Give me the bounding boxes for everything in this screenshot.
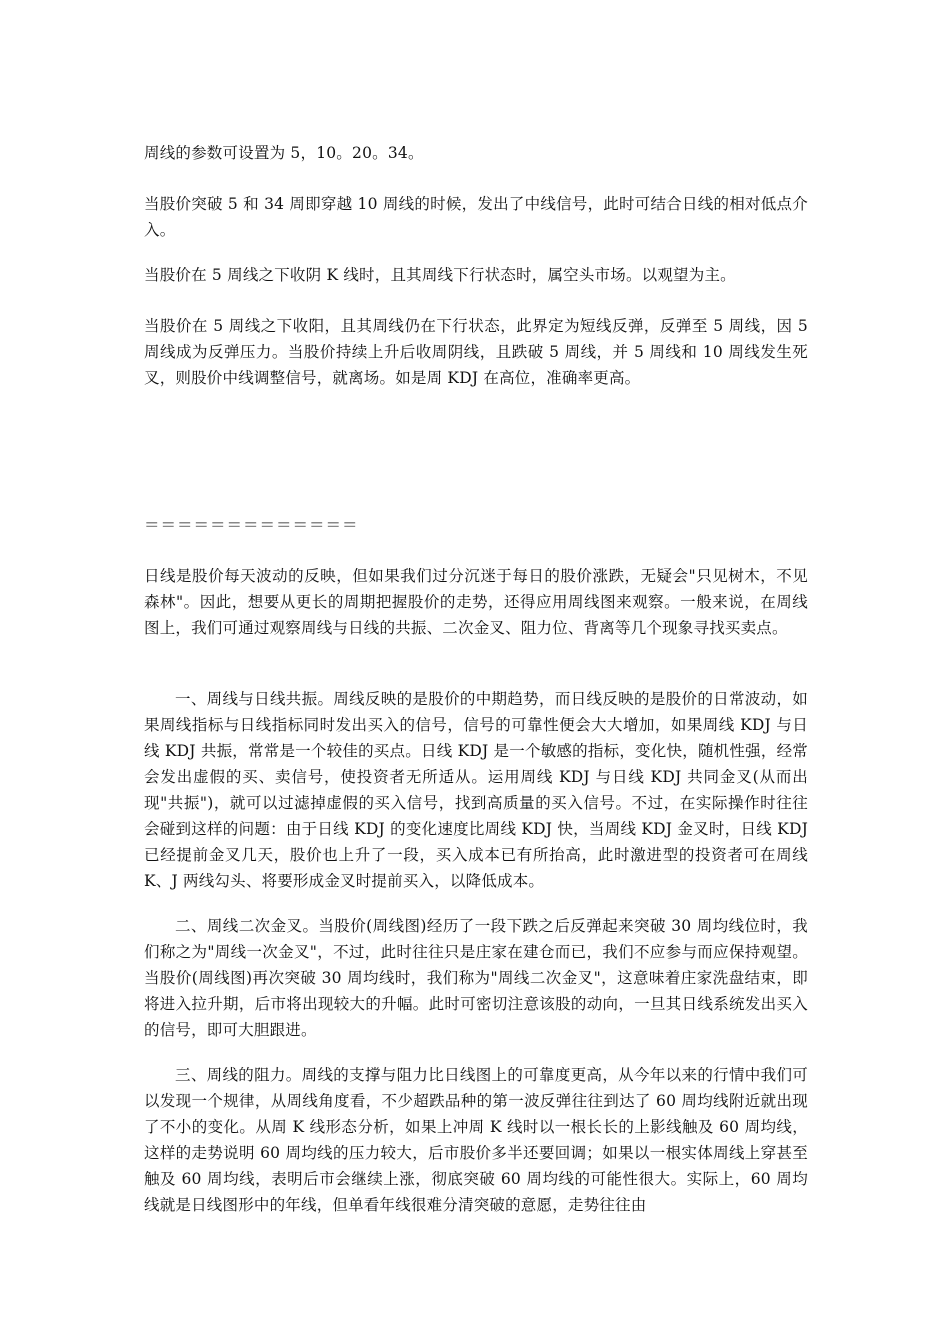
- paragraph-second-golden-cross: 二、周线二次金叉。当股价(周线图)经历了一段下跌之后反弹起来突破 30 周均线位时，我们称之为"周线一次金叉"，不过，此时往往只是庄家在建仓而已，我们不应参与而应保持观望。当股价(周线图)再次突破 30 周均线时，我们称为"周线二次金叉"，这意味着庄家洗盘结束，即将进入拉升期，后市将出现较大的升幅。此时可密切注意该股的动向，一旦其日线系统发出买入的信号，即可大胆跟进。: [144, 917, 808, 1039]
- paragraph-weekly-params: 周线的参数可设置为 5，10。20。34。: [144, 144, 424, 162]
- paragraph-resonance: 一、周线与日线共振。周线反映的是股价的中期趋势，而日线反映的是股价的日常波动，如果周线指标与日线指标同时发出买入的信号，信号的可靠性便会大大增加，如果周线 KDJ 与日线 KDJ 共振，常常是一个较佳的买点。日线 KDJ 是一个敏感的指标，变化快，随机性强，经常会发出虚假的买、卖信号，使投资者无所适从。运用周线 KDJ 与日线 KDJ 共同金叉(从而出现"共振")，就可以过滤掉虚假的买入信号，找到高质量的买入信号。不过，在实际操作时往往会碰到这样的问题：由于日线 KDJ 的变化速度比周线 KDJ 快，当周线 KDJ 金叉时，日线 KDJ 已经提前金叉几天，股价也上升了一段，买入成本已有所抬高，此时激进型的投资者可在周线 K、J 两线勾头、将要形成金叉时提前买入，以降低成本。: [144, 690, 808, 890]
- paragraph-rebound-pressure: 当股价在 5 周线之下收阳，且其周线仍在下行状态，此界定为短线反弹，反弹至 5 周线，因 5 周线成为反弹压力。当股价持续上升后收周阴线，且跌破 5 周线，并 5 周线和 10 周线发生死叉，则股价中线调整信号，就离场。如是周 KDJ 在高位，准确率更高。: [144, 317, 808, 387]
- paragraph-breakout-signal: 当股价突破 5 和 34 周即穿越 10 周线的时候，发出了中线信号，此时可结合日线的相对低点介入。: [144, 195, 808, 239]
- paragraph-intro-weekly-chart: 日线是股价每天波动的反映，但如果我们过分沉迷于每日的股价涨跌，无疑会"只见树木，不见森林"。因此，想要从更长的周期把握股价的走势，还得应用周线图来观察。一般来说，在周线图上，我们可通过观察周线与日线的共振、二次金叉、阻力位、背离等几个现象寻找买卖点。: [144, 567, 808, 637]
- separator-line: ＝＝＝＝＝＝＝＝＝＝＝＝＝: [144, 516, 359, 534]
- paragraph-weekly-resistance: 三、周线的阻力。周线的支撑与阻力比日线图上的可靠度更高，从今年以来的行情中我们可以发现一个规律，从周线角度看，不少超跌品种的第一波反弹往往到达了 60 周均线附近就出现了不小的变化。从周 K 线形态分析，如果上冲周 K 线时以一根长长的上影线触及 60 周均线，这样的走势说明 60 周均线的压力较大，后市股价多半还要回调；如果以一根实体周线上穿甚至触及 60 周均线，表明后市会继续上涨，彻底突破 60 周均线的可能性很大。实际上，60 周均线就是日线图形中的年线，但单看年线很难分清突破的意愿，走势往往由: [144, 1066, 808, 1214]
- paragraph-bear-market: 当股价在 5 周线之下收阴 K 线时，且其周线下行状态时，属空头市场。以观望为主。: [144, 266, 736, 284]
